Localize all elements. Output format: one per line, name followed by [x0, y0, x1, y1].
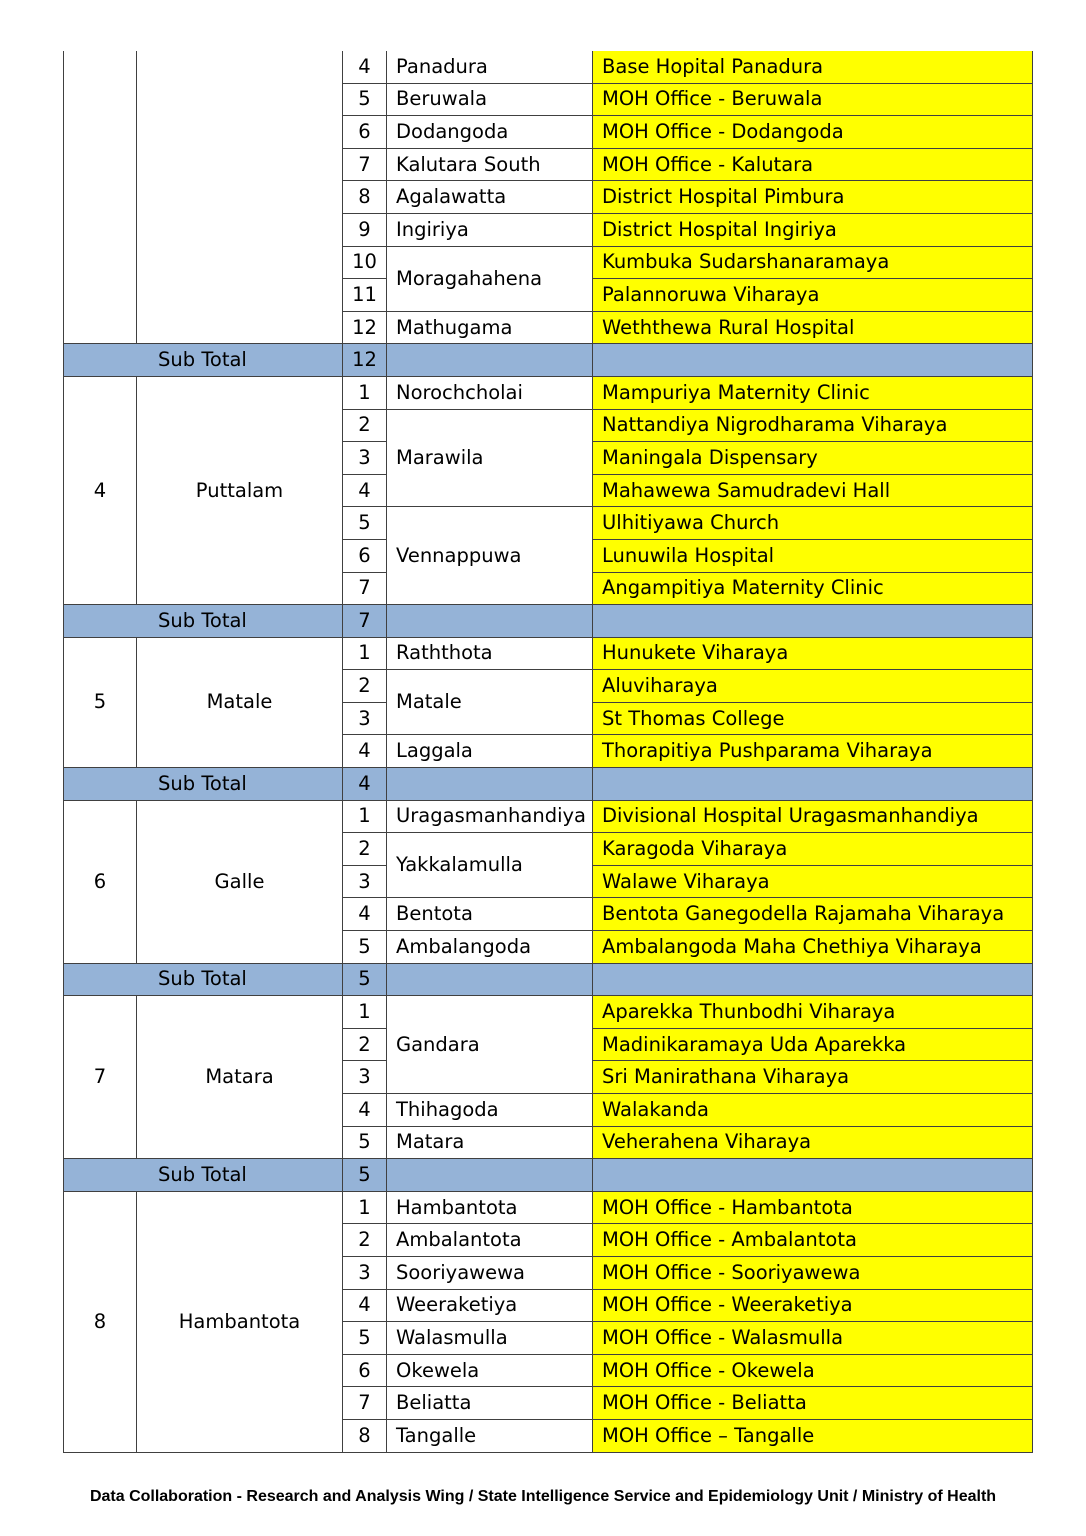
- moh-area-cell: Moragahahena: [387, 246, 593, 311]
- row-number-cell: 2: [343, 670, 387, 703]
- vaccination-center-cell: Bentota Ganegodella Rajamaha Viharaya: [593, 898, 1033, 931]
- vaccination-center-cell: Veherahena Viharaya: [593, 1126, 1033, 1159]
- vaccination-center-cell: MOH Office - Walasmulla: [593, 1322, 1033, 1355]
- vaccination-center-cell: Ambalangoda Maha Chethiya Viharaya: [593, 931, 1033, 964]
- moh-area-cell: Panadura: [387, 51, 593, 83]
- vaccination-center-cell: Hunukete Viharaya: [593, 637, 1033, 670]
- row-number-cell: 6: [343, 116, 387, 149]
- subtotal-empty-cell: [387, 344, 593, 377]
- vaccination-center-cell: MOH Office – Tangalle: [593, 1419, 1033, 1452]
- row-number-cell: 4: [343, 474, 387, 507]
- subtotal-empty-cell: [387, 768, 593, 801]
- subtotal-empty-cell: [387, 605, 593, 638]
- row-number-cell: 7: [343, 148, 387, 181]
- row-number-cell: 6: [343, 539, 387, 572]
- table-row: [64, 51, 1033, 83]
- subtotal-row: [64, 1159, 1033, 1192]
- moh-area-cell: Raththota: [387, 637, 593, 670]
- moh-area-cell: Vennappuwa: [387, 507, 593, 605]
- vaccination-center-cell: Thorapitiya Pushparama Viharaya: [593, 735, 1033, 768]
- row-number-cell: 4: [343, 735, 387, 768]
- row-number-cell: 1: [343, 376, 387, 409]
- row-number-cell: 7: [343, 1387, 387, 1420]
- vaccination-center-cell: Mahawewa Samudradevi Hall: [593, 474, 1033, 507]
- district-name-cell: Matara: [137, 996, 343, 1159]
- moh-area-cell: Laggala: [387, 735, 593, 768]
- row-number-cell: 5: [343, 83, 387, 116]
- subtotal-empty-cell: [593, 1159, 1033, 1192]
- row-number-cell: 1: [343, 637, 387, 670]
- moh-area-cell: Mathugama: [387, 311, 593, 344]
- table-row: [64, 800, 1033, 833]
- vaccination-center-cell: District Hospital Ingiriya: [593, 213, 1033, 246]
- vaccination-center-cell: MOH Office - Kalutara: [593, 148, 1033, 181]
- vaccination-center-cell: Aluviharaya: [593, 670, 1033, 703]
- subtotal-empty-cell: [387, 963, 593, 996]
- moh-area-cell: Matale: [387, 670, 593, 735]
- row-number-cell: 2: [343, 1028, 387, 1061]
- vaccination-center-cell: MOH Office - Weeraketiya: [593, 1289, 1033, 1322]
- vaccination-center-cell: Palannoruwa Viharaya: [593, 279, 1033, 312]
- subtotal-empty-cell: [593, 605, 1033, 638]
- table-row: [64, 637, 1033, 670]
- subtotal-row: [64, 963, 1033, 996]
- moh-area-cell: Agalawatta: [387, 181, 593, 214]
- row-number-cell: 6: [343, 1354, 387, 1387]
- vaccination-center-cell: District Hospital Pimbura: [593, 181, 1033, 214]
- moh-area-cell: Hambantota: [387, 1191, 593, 1224]
- vaccination-center-cell: Walakanda: [593, 1094, 1033, 1127]
- table-row: [64, 376, 1033, 409]
- vaccination-center-cell: MOH Office - Okewela: [593, 1354, 1033, 1387]
- vaccination-center-cell: Kumbuka Sudarshanaramaya: [593, 246, 1033, 279]
- moh-area-cell: Matara: [387, 1126, 593, 1159]
- district-name-cell: [137, 51, 343, 344]
- row-number-cell: 4: [343, 1289, 387, 1322]
- moh-area-cell: Kalutara South: [387, 148, 593, 181]
- moh-area-cell: Dodangoda: [387, 116, 593, 149]
- row-number-cell: 10: [343, 246, 387, 279]
- vaccination-center-cell: Base Hopital Panadura: [593, 51, 1033, 83]
- row-number-cell: 2: [343, 409, 387, 442]
- table-row: [64, 1191, 1033, 1224]
- district-number-cell: 4: [64, 376, 137, 604]
- vaccination-center-cell: MOH Office - Beliatta: [593, 1387, 1033, 1420]
- moh-area-cell: Weeraketiya: [387, 1289, 593, 1322]
- moh-area-cell: Yakkalamulla: [387, 833, 593, 898]
- subtotal-value: 7: [343, 605, 387, 638]
- subtotal-row: [64, 344, 1033, 377]
- vaccination-center-cell: Maningala Dispensary: [593, 442, 1033, 475]
- moh-area-cell: Norochcholai: [387, 376, 593, 409]
- row-number-cell: 2: [343, 1224, 387, 1257]
- moh-area-cell: Uragasmanhandiya: [387, 800, 593, 833]
- moh-area-cell: Okewela: [387, 1354, 593, 1387]
- vaccination-centers-table: [63, 51, 1033, 1453]
- vaccination-center-cell: Weththewa Rural Hospital: [593, 311, 1033, 344]
- row-number-cell: 5: [343, 931, 387, 964]
- moh-area-cell: Beliatta: [387, 1387, 593, 1420]
- row-number-cell: 4: [343, 898, 387, 931]
- row-number-cell: 3: [343, 442, 387, 475]
- moh-area-cell: Walasmulla: [387, 1322, 593, 1355]
- subtotal-empty-cell: [593, 963, 1033, 996]
- district-number-cell: [64, 51, 137, 344]
- table-row: [64, 996, 1033, 1029]
- vaccination-center-cell: Nattandiya Nigrodharama Viharaya: [593, 409, 1033, 442]
- moh-area-cell: Tangalle: [387, 1419, 593, 1452]
- vaccination-center-cell: Lunuwila Hospital: [593, 539, 1033, 572]
- moh-area-cell: Thihagoda: [387, 1094, 593, 1127]
- subtotal-label: Sub Total: [64, 768, 343, 801]
- subtotal-value: 5: [343, 963, 387, 996]
- district-number-cell: 5: [64, 637, 137, 767]
- subtotal-empty-cell: [593, 768, 1033, 801]
- moh-area-cell: Sooriyawewa: [387, 1256, 593, 1289]
- district-name-cell: Matale: [137, 637, 343, 767]
- vaccination-center-cell: MOH Office - Sooriyawewa: [593, 1256, 1033, 1289]
- row-number-cell: 7: [343, 572, 387, 605]
- moh-area-cell: Ambalantota: [387, 1224, 593, 1257]
- vaccination-center-cell: Divisional Hospital Uragasmanhandiya: [593, 800, 1033, 833]
- table-body: [64, 51, 1033, 1452]
- vaccination-center-cell: MOH Office - Hambantota: [593, 1191, 1033, 1224]
- vaccination-center-cell: Sri Manirathana Viharaya: [593, 1061, 1033, 1094]
- district-name-cell: Galle: [137, 800, 343, 963]
- row-number-cell: 8: [343, 181, 387, 214]
- vaccination-center-cell: MOH Office - Ambalantota: [593, 1224, 1033, 1257]
- vaccination-center-cell: MOH Office - Dodangoda: [593, 116, 1033, 149]
- district-number-cell: 7: [64, 996, 137, 1159]
- row-number-cell: 12: [343, 311, 387, 344]
- subtotal-row: [64, 768, 1033, 801]
- vaccination-center-cell: Aparekka Thunbodhi Viharaya: [593, 996, 1033, 1029]
- district-number-cell: 6: [64, 800, 137, 963]
- row-number-cell: 1: [343, 1191, 387, 1224]
- row-number-cell: 3: [343, 702, 387, 735]
- district-name-cell: Hambantota: [137, 1191, 343, 1452]
- subtotal-empty-cell: [593, 344, 1033, 377]
- row-number-cell: 1: [343, 996, 387, 1029]
- row-number-cell: 5: [343, 507, 387, 540]
- district-name-cell: Puttalam: [137, 376, 343, 604]
- moh-area-cell: Ingiriya: [387, 213, 593, 246]
- row-number-cell: 3: [343, 865, 387, 898]
- vaccination-center-cell: Walawe Viharaya: [593, 865, 1033, 898]
- row-number-cell: 2: [343, 833, 387, 866]
- subtotal-label: Sub Total: [64, 1159, 343, 1192]
- subtotal-value: 12: [343, 344, 387, 377]
- row-number-cell: 5: [343, 1126, 387, 1159]
- row-number-cell: 9: [343, 213, 387, 246]
- subtotal-value: 4: [343, 768, 387, 801]
- subtotal-value: 5: [343, 1159, 387, 1192]
- row-number-cell: 11: [343, 279, 387, 312]
- subtotal-empty-cell: [387, 1159, 593, 1192]
- vaccination-center-cell: St Thomas College: [593, 702, 1033, 735]
- vaccination-center-cell: MOH Office - Beruwala: [593, 83, 1033, 116]
- vaccination-center-cell: Ulhitiyawa Church: [593, 507, 1033, 540]
- vaccination-center-cell: Mampuriya Maternity Clinic: [593, 376, 1033, 409]
- subtotal-label: Sub Total: [64, 344, 343, 377]
- row-number-cell: 8: [343, 1419, 387, 1452]
- subtotal-label: Sub Total: [64, 605, 343, 638]
- vaccination-center-cell: Angampitiya Maternity Clinic: [593, 572, 1033, 605]
- row-number-cell: 5: [343, 1322, 387, 1355]
- subtotal-label: Sub Total: [64, 963, 343, 996]
- moh-area-cell: Ambalangoda: [387, 931, 593, 964]
- row-number-cell: 4: [343, 1094, 387, 1127]
- row-number-cell: 1: [343, 800, 387, 833]
- vaccination-center-cell: Karagoda Viharaya: [593, 833, 1033, 866]
- row-number-cell: 4: [343, 51, 387, 83]
- moh-area-cell: Gandara: [387, 996, 593, 1094]
- footer-credit: Data Collaboration - Research and Analysis Wing / State Intelligence Service and Epidemiology Unit / Ministry of Health: [89, 1488, 997, 1505]
- moh-area-cell: Beruwala: [387, 83, 593, 116]
- moh-area-cell: Bentota: [387, 898, 593, 931]
- district-number-cell: 8: [64, 1191, 137, 1452]
- vaccination-center-cell: Madinikaramaya Uda Aparekka: [593, 1028, 1033, 1061]
- subtotal-row: [64, 605, 1033, 638]
- row-number-cell: 3: [343, 1256, 387, 1289]
- row-number-cell: 3: [343, 1061, 387, 1094]
- moh-area-cell: Marawila: [387, 409, 593, 507]
